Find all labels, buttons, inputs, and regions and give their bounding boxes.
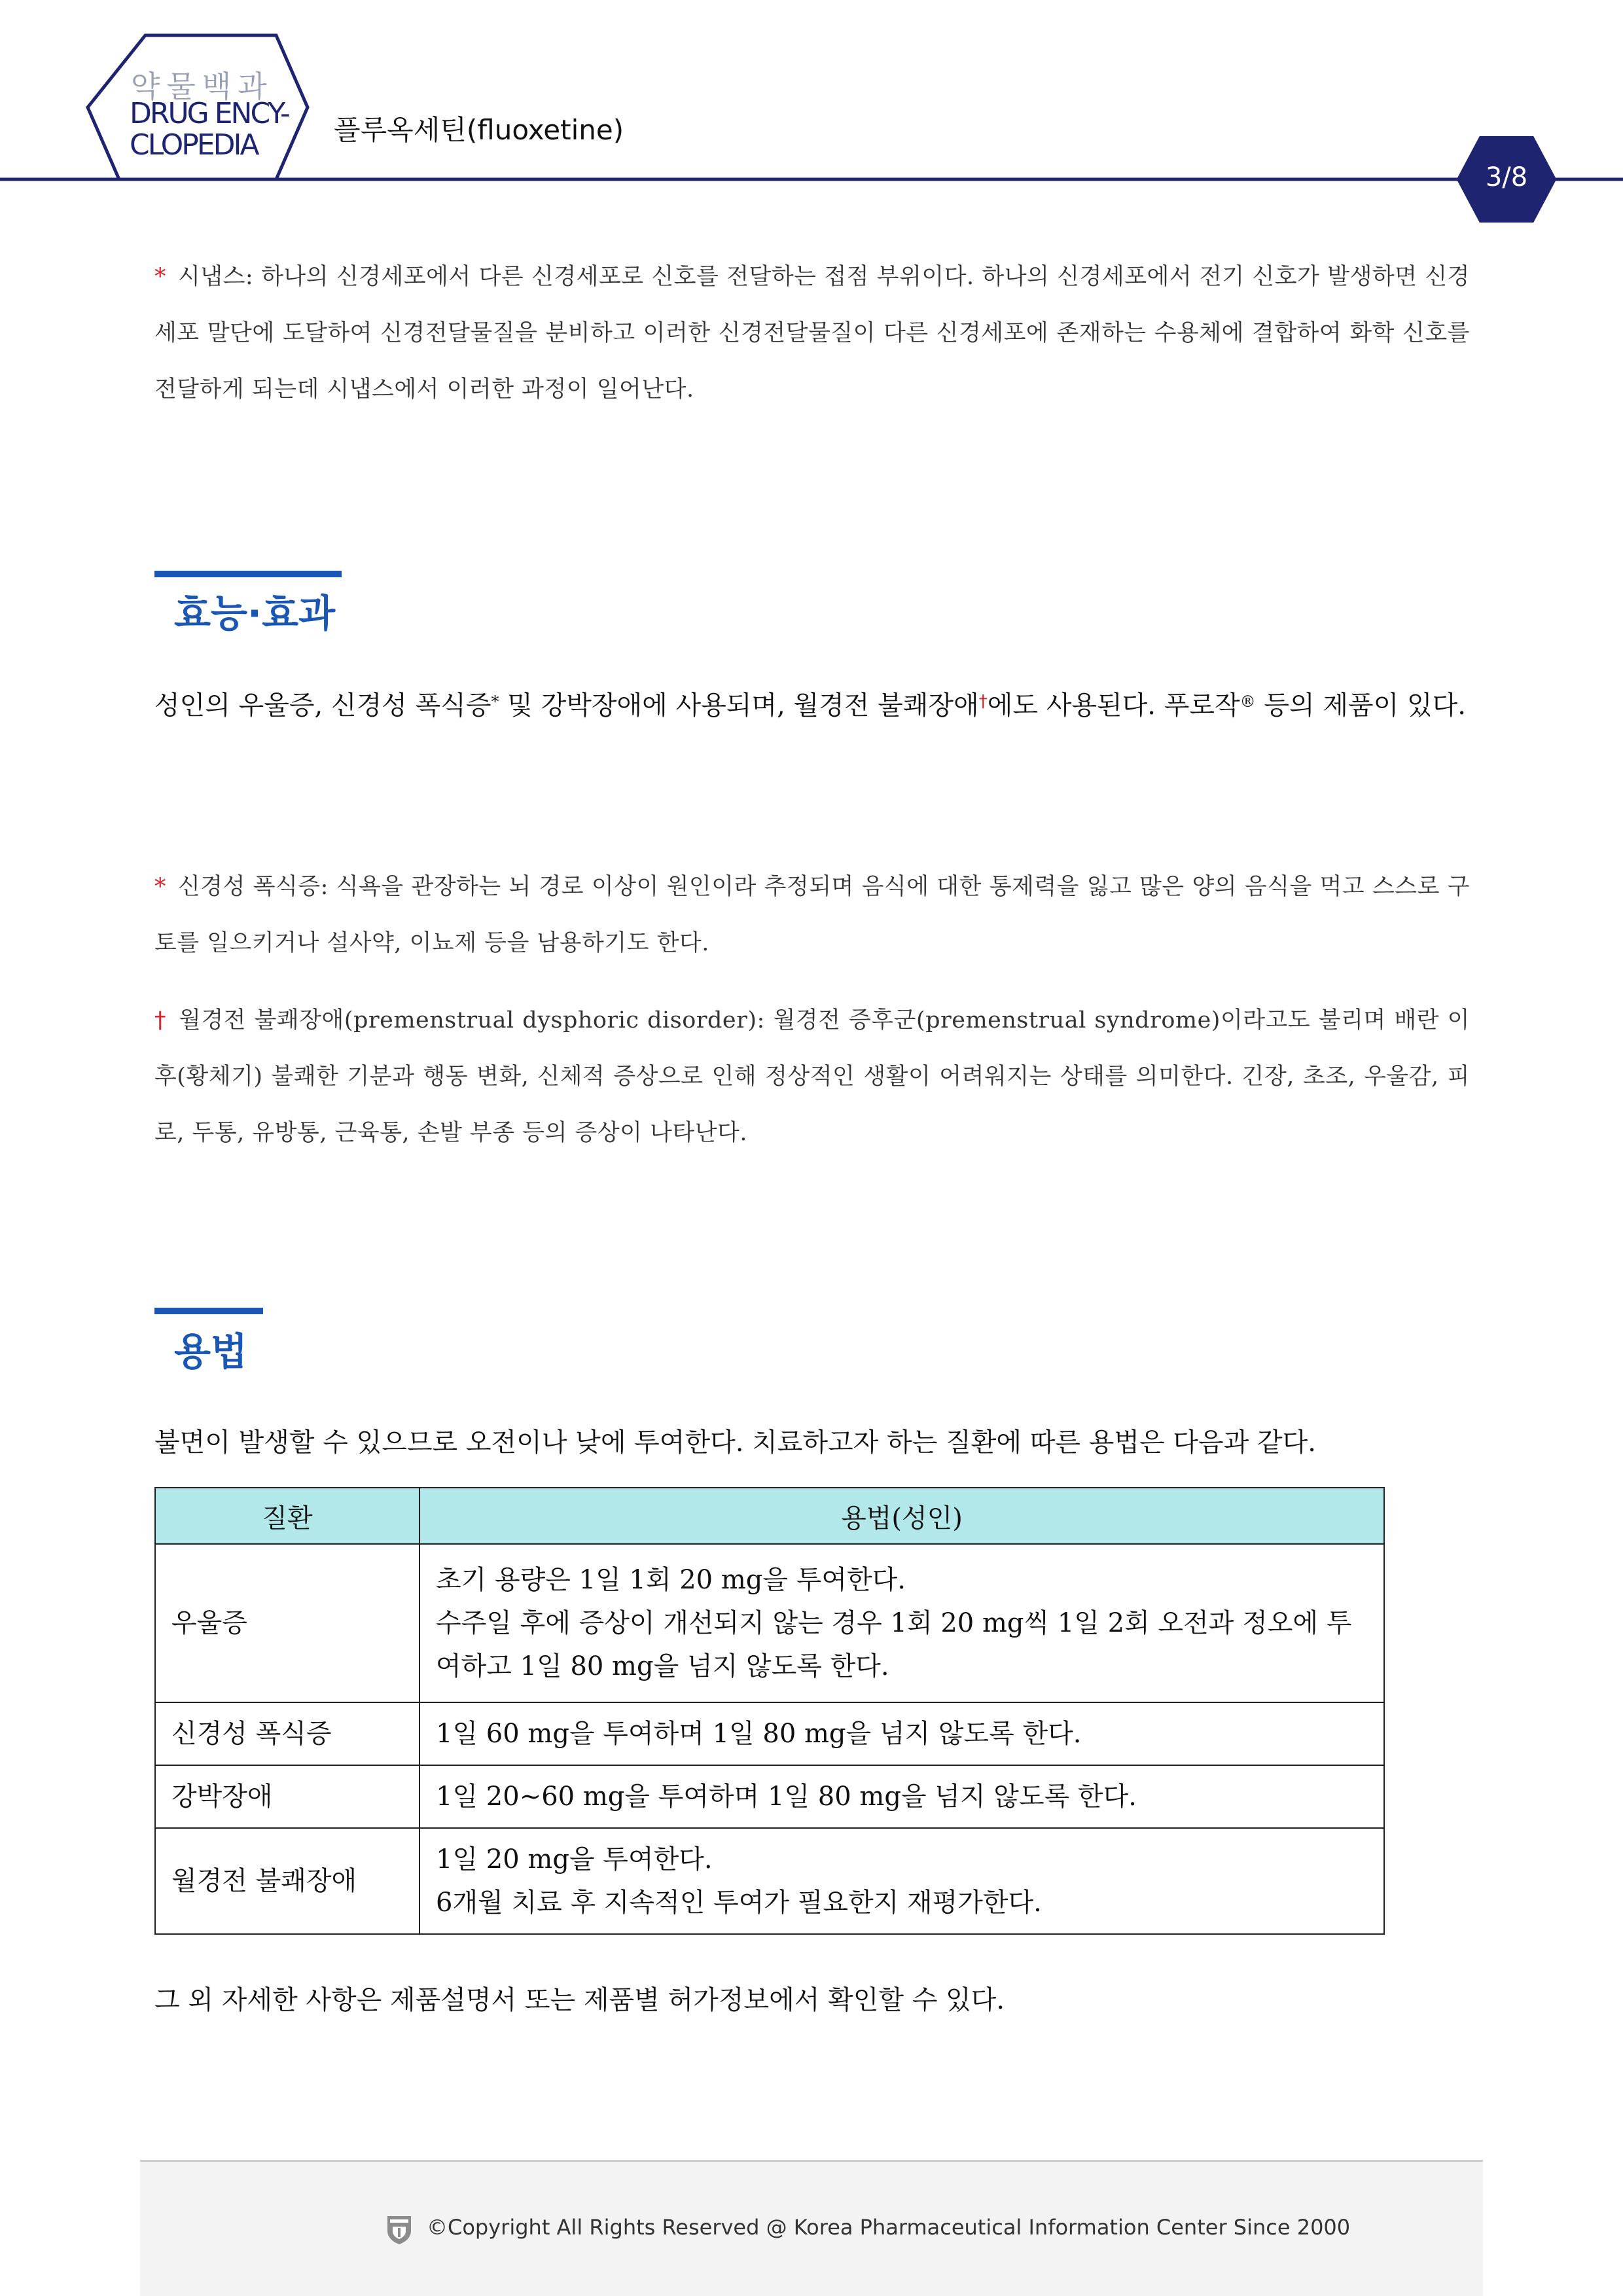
synapse-footnote [154, 249, 1470, 418]
efficacy-text: 성인의 우울증, 신경성 폭식증 [154, 691, 491, 721]
bulimia-footnote [154, 859, 1470, 971]
copyright-text: ©Copyright All Rights Reserved @ Korea Pharmaceutical Information Center Since 2000 [427, 2215, 1351, 2240]
logo-english-line: DRUG ENCY- [130, 97, 289, 130]
logo-english-text [130, 98, 289, 161]
dosage-line: 1일 60 mg을 투여하며 1일 80 mg을 넘지 않도록 한다. [436, 1719, 1082, 1749]
table-cell-dosage [419, 1828, 1384, 1934]
page-number: 3/8 [1485, 162, 1528, 192]
efficacy-heading: 효능·효과 [174, 591, 336, 636]
efficacy-text: 및 강박장애에 사용되며, 월경전 불쾌장애 [499, 691, 979, 721]
dosage-line: 수주일 후에 증상이 개선되지 않는 경우 1회 20 mg씩 1일 2회 오전과 정오에 투여하고 1일 80 mg을 넘지 않도록 한다. [436, 1608, 1352, 1681]
dosage-line: 초기 용량은 1일 1회 20 mg을 투여한다. [436, 1565, 906, 1595]
dosage-line: 6개월 치료 후 지속적인 투여가 필요한지 재평가한다. [436, 1888, 1042, 1918]
page-header [0, 0, 1623, 236]
pmdd-footnote [154, 992, 1470, 1161]
dosage-line: 1일 20~60 mg을 투여하며 1일 80 mg을 넘지 않도록 한다. [436, 1782, 1137, 1812]
logo-korean-text: 약물백과 [131, 69, 274, 104]
table-cell-dosage [419, 1702, 1384, 1765]
table-cell-disease: 우울증 [155, 1544, 419, 1702]
kpic-shield-icon [386, 2214, 412, 2245]
efficacy-heading-bar [154, 571, 342, 577]
table-cell-disease: 강박장애 [155, 1765, 419, 1828]
dosage-line: 1일 20 mg을 투여한다. [436, 1844, 713, 1874]
bulimia-footnote-text: 신경성 폭식증: 식욕을 관장하는 뇌 경로 이상이 원인이라 추정되며 음식에 대한 통제력을 잃고 많은 양의 음식을 먹고 스스로 구토를 일으키거나 설사약, 이뇨제 등을 남용하기도 한다. [154, 874, 1470, 956]
dosage-heading: 용법 [174, 1329, 248, 1374]
footnote-ref-asterisk[interactable]: * [491, 692, 499, 711]
table-cell-disease: 신경성 폭식증 [155, 1702, 419, 1765]
registered-mark: ® [1240, 692, 1256, 711]
table-header-dosage: 용법(성인) [419, 1488, 1384, 1544]
document-title: 플루옥세틴(fluoxetine) [334, 114, 624, 146]
logo-english-line: CLOPEDIA [130, 128, 258, 162]
efficacy-text: 등의 제품이 있다. [1255, 691, 1466, 721]
table-row [155, 1765, 1384, 1828]
efficacy-text: 에도 사용된다. 푸로작 [987, 691, 1240, 721]
dosage-closing: 그 외 자세한 사항은 제품설명서 또는 제품별 허가정보에서 확인할 수 있다. [154, 1985, 1005, 2015]
asterisk-mark: * [154, 264, 166, 290]
table-header-disease: 질환 [155, 1488, 419, 1544]
table-row [155, 1828, 1384, 1934]
table-cell-dosage [419, 1544, 1384, 1702]
table-row [155, 1544, 1384, 1702]
table-cell-disease: 월경전 불쾌장애 [155, 1828, 419, 1934]
dosage-heading-bar [154, 1308, 263, 1314]
dosage-table [154, 1487, 1385, 1935]
synapse-footnote-text: 시냅스: 하나의 신경세포에서 다른 신경세포로 신호를 전달하는 접점 부위이다. 하나의 신경세포에서 전기 신호가 발생하면 신경세포 말단에 도달하여 신경전달물질을 분비하고 이러한 신경전달물질이 다른 신경세포에 존재하는 수용체에 결합하여 화학 신호를 전달하게 되는데 시냅스에서 이러한 과정이 일어난다. [154, 264, 1470, 403]
pmdd-footnote-text: 월경전 불쾌장애(premenstrual dysphoric disorder): 월경전 증후군(premenstrual syndrome)이라고도 불리며 배란 이후(황체기) 불쾌한 기분과 행동 변화, 신체적 증상으로 인해 정상적인 생활이 어려워지는 상태를 의미한다. 긴장, 초조, 우울감, 피로, 두통, 유방통, 근육통, 손발 부종 등의 증상이 나타난다. [154, 1007, 1470, 1146]
dosage-intro: 불면이 발생할 수 있으므로 오전이나 낮에 투여한다. 치료하고자 하는 질환에 따른 용법은 다음과 같다. [154, 1427, 1316, 1458]
table-cell-dosage [419, 1765, 1384, 1828]
asterisk-mark: * [154, 874, 166, 900]
dagger-mark: † [154, 1007, 168, 1033]
table-header-row [155, 1488, 1384, 1544]
table-row [155, 1702, 1384, 1765]
efficacy-paragraph [154, 675, 1470, 736]
footnote-ref-dagger[interactable]: † [978, 692, 988, 711]
